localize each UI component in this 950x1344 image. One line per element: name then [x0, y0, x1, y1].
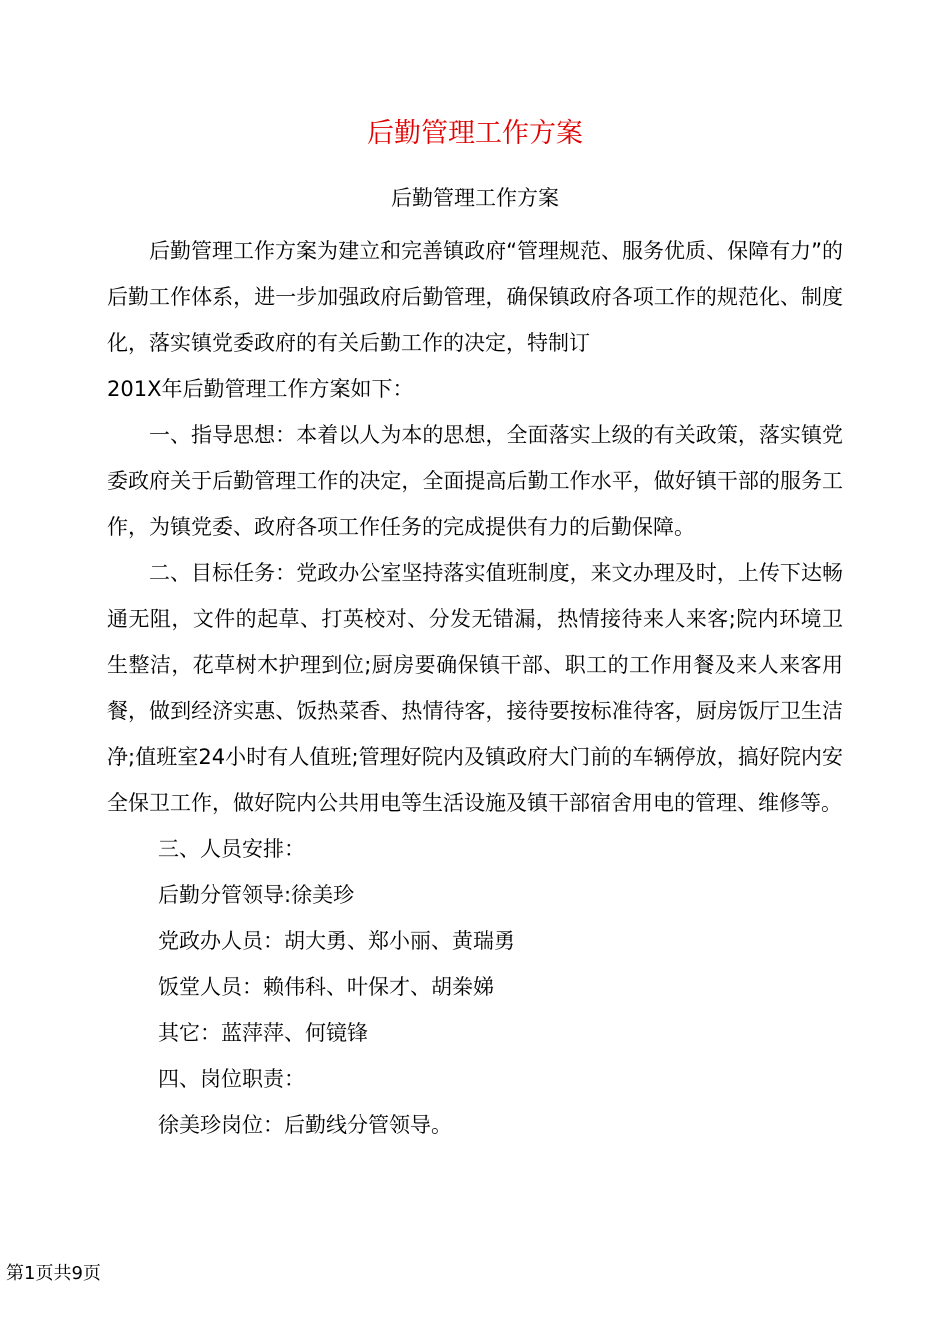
document-title: 后勤管理工作方案 [367, 118, 583, 149]
section-heading-duties: 四、岗位职责： [158, 1067, 305, 1091]
paragraph-intro: 后勤管理工作方案为建立和完善镇政府“管理规范、服务优质、保障有力”的后勤工作体系，进一步加强政府后勤管理，确保镇政府各项工作的规范化、制度化，落实镇党委政府的有关后勤工作的决定，特制订 [107, 239, 843, 355]
document-subtitle: 后勤管理工作方案 [391, 186, 559, 210]
section-heading-staffing: 三、人员安排： [158, 837, 305, 861]
staff-line-leader: 后勤分管领导:徐美珍 [158, 883, 355, 907]
duty-line-first: 徐美珍岗位：后勤线分管领导。 [158, 1113, 452, 1137]
paragraph-intro-continued: 201X年后勤管理工作方案如下： [107, 377, 414, 401]
document-body [107, 228, 843, 1148]
staff-line-other: 其它：蓝萍萍、何镜锋 [158, 1021, 368, 1045]
page-number: 第1页共9页 [6, 1263, 101, 1284]
staff-line-office: 党政办人员：胡大勇、郑小丽、黄瑞勇 [158, 929, 515, 953]
paragraph-target-tasks: 二、目标任务：党政办公室坚持落实值班制度，来文办理及时，上传下达畅通无阻，文件的起草、打英校对、分发无错漏，热情接待来人来客;院内环境卫生整洁，花草树木护理到位;厨房要确保镇干部、职工的工作用餐及来人来客用餐，做到经济实惠、饭热菜香、热情待客，接待要按标准待客，厨房饭厅卫生洁净;值班室24小时有人值班;管理好院内及镇政府大门前的车辆停放，搞好院内安全保卫工作，做好院内公共用电等生活设施及镇干部宿舍用电的管理、维修等。 [107, 561, 843, 815]
paragraph-guiding-ideology: 一、指导思想：本着以人为本的思想，全面落实上级的有关政策，落实镇党委政府关于后勤管理工作的决定，全面提高后勤工作水平，做好镇干部的服务工作，为镇党委、政府各项工作任务的完成提供有力的后勤保障。 [107, 423, 843, 539]
staff-line-canteen: 饭堂人员：赖伟科、叶保才、胡桊娣 [158, 975, 494, 999]
